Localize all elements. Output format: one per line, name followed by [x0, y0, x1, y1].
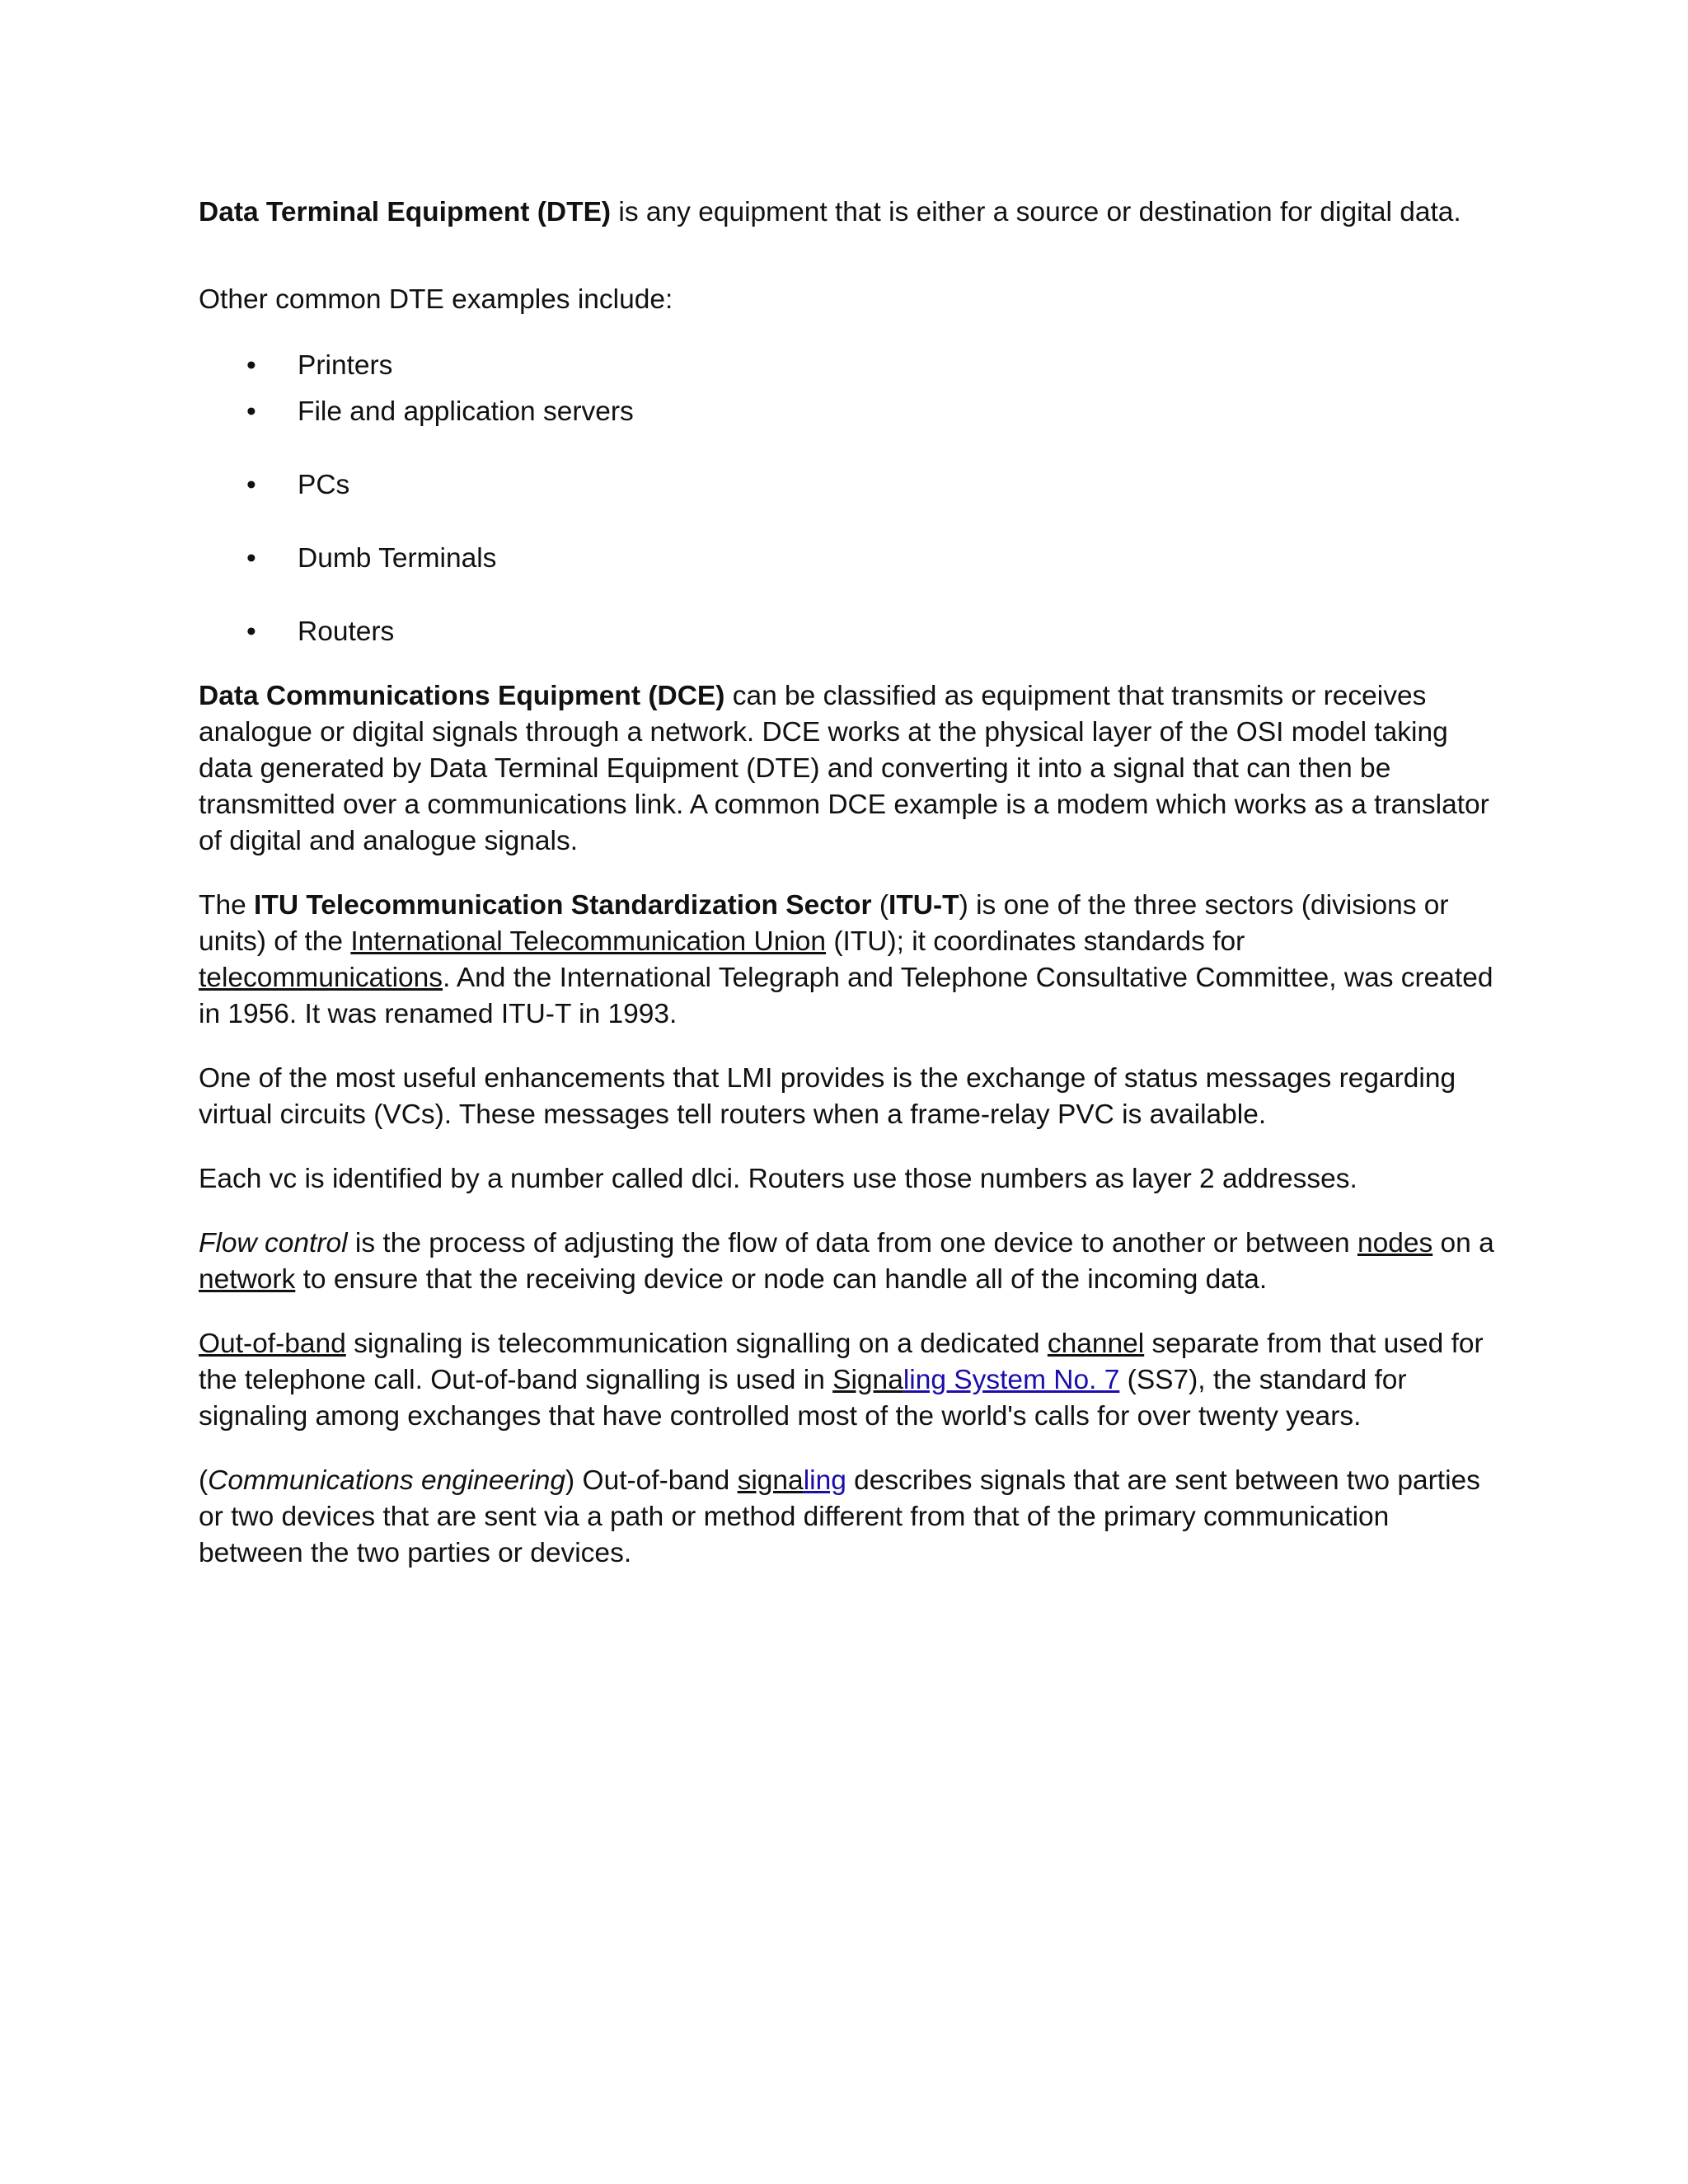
text-run: . And the International Telegraph and Telephone Consultative Committee, was created in 1956. It was renamed ITU-T in 1993. [199, 963, 1493, 1029]
text-run: on a [1432, 1228, 1494, 1258]
text-run: The [199, 890, 255, 921]
dte-definition: is any equipment that is either a source or destination for digital data. [611, 197, 1461, 227]
list-item [199, 467, 1501, 504]
examples-lead: Other common DTE examples include: [199, 284, 673, 315]
bullet-icon: • [246, 470, 256, 500]
bullet-icon: • [246, 396, 256, 427]
dce-paragraph [199, 678, 1501, 860]
list-item [199, 541, 1501, 577]
flow-control-term: Flow control [199, 1228, 348, 1258]
itu-sector-term: ITU Telecommunication Standardization Sector [254, 890, 872, 921]
list-item [199, 394, 1501, 430]
bullet-icon: • [246, 543, 256, 574]
dte-examples-list [199, 348, 1501, 650]
text-run: ( [871, 890, 889, 921]
telecommunications-link[interactable]: telecommunications [199, 963, 443, 993]
ss7-link-part-b[interactable]: ling System No. 7 [903, 1365, 1120, 1395]
bullet-icon: • [246, 350, 256, 381]
dte-paragraph [199, 194, 1501, 231]
list-item-label: PCs [298, 470, 350, 500]
out-of-band-link[interactable]: Out-of-band [199, 1329, 346, 1359]
list-item-label: Printers [298, 350, 393, 381]
text-run: ) Out-of-band [565, 1465, 738, 1496]
text-run: ( [199, 1465, 209, 1496]
nodes-link[interactable]: nodes [1357, 1228, 1433, 1258]
ss7-link-part-a[interactable]: Signa [832, 1365, 903, 1395]
out-of-band-paragraph [199, 1326, 1501, 1435]
list-item [199, 614, 1501, 650]
text-run: is the process of adjusting the flow of data from one device to another or between [347, 1228, 1357, 1258]
itu-union-link[interactable]: International Telecommunication Union [350, 926, 827, 957]
list-item-label: Routers [298, 616, 395, 647]
text-run: to ensure that the receiving device or node can handle all of the incoming data. [295, 1264, 1268, 1295]
document-body [199, 194, 1501, 1600]
list-item [199, 348, 1501, 384]
communications-engineering-term: Communications engineering [208, 1465, 566, 1496]
text-run: describes signals that are sent between two parties or two devices that are sent via a path or method different from that of the primary communication between the two parties or devices. [199, 1465, 1480, 1568]
signaling-link-part-a[interactable]: signa [737, 1465, 804, 1496]
signaling-link-part-b[interactable]: ling [803, 1465, 846, 1496]
itu-abbreviation: ITU-T [889, 890, 959, 921]
list-item-label: File and application servers [298, 396, 634, 427]
text-run: ) is one of the three sectors (divisions or units) of the [199, 890, 1449, 957]
text-run: (SS7), the standard for signaling among exchanges that have controlled most of the world's calls for over twenty years. [199, 1365, 1407, 1432]
text-run: separate from that used for the telephone call. Out-of-band signalling is used in [199, 1329, 1484, 1395]
text-run: (ITU); it coordinates standards for [826, 926, 1245, 957]
dlci-paragraph: Each vc is identified by a number called dlci. Routers use those numbers as layer 2 addresses. [199, 1164, 1357, 1194]
channel-link[interactable]: channel [1047, 1329, 1145, 1359]
dce-definition: can be classified as equipment that transmits or receives analogue or digital signals through a network. DCE works at the physical layer of the OSI model taking data generated by Data Terminal Equipment (DTE) and converting it into a signal that can then be transmitted over a communications link. A common DCE example is a modem which works as a translator of digital and analogue signals. [199, 681, 1489, 856]
flow-control-paragraph [199, 1226, 1501, 1298]
text-run: signaling is telecommunication signalling on a dedicated [345, 1329, 1048, 1359]
dte-term: Data Terminal Equipment (DTE) [199, 197, 612, 227]
list-item-label: Dumb Terminals [298, 543, 497, 574]
dce-term: Data Communications Equipment (DCE) [199, 681, 725, 711]
lmi-paragraph: One of the most useful enhancements that LMI provides is the exchange of status messages regarding virtual circuits (VCs). These messages tell routers when a frame-relay PVC is available. [199, 1063, 1456, 1130]
communications-engineering-paragraph [199, 1463, 1501, 1572]
bullet-icon: • [246, 616, 256, 647]
network-link[interactable]: network [199, 1264, 296, 1295]
itu-paragraph [199, 888, 1501, 1033]
